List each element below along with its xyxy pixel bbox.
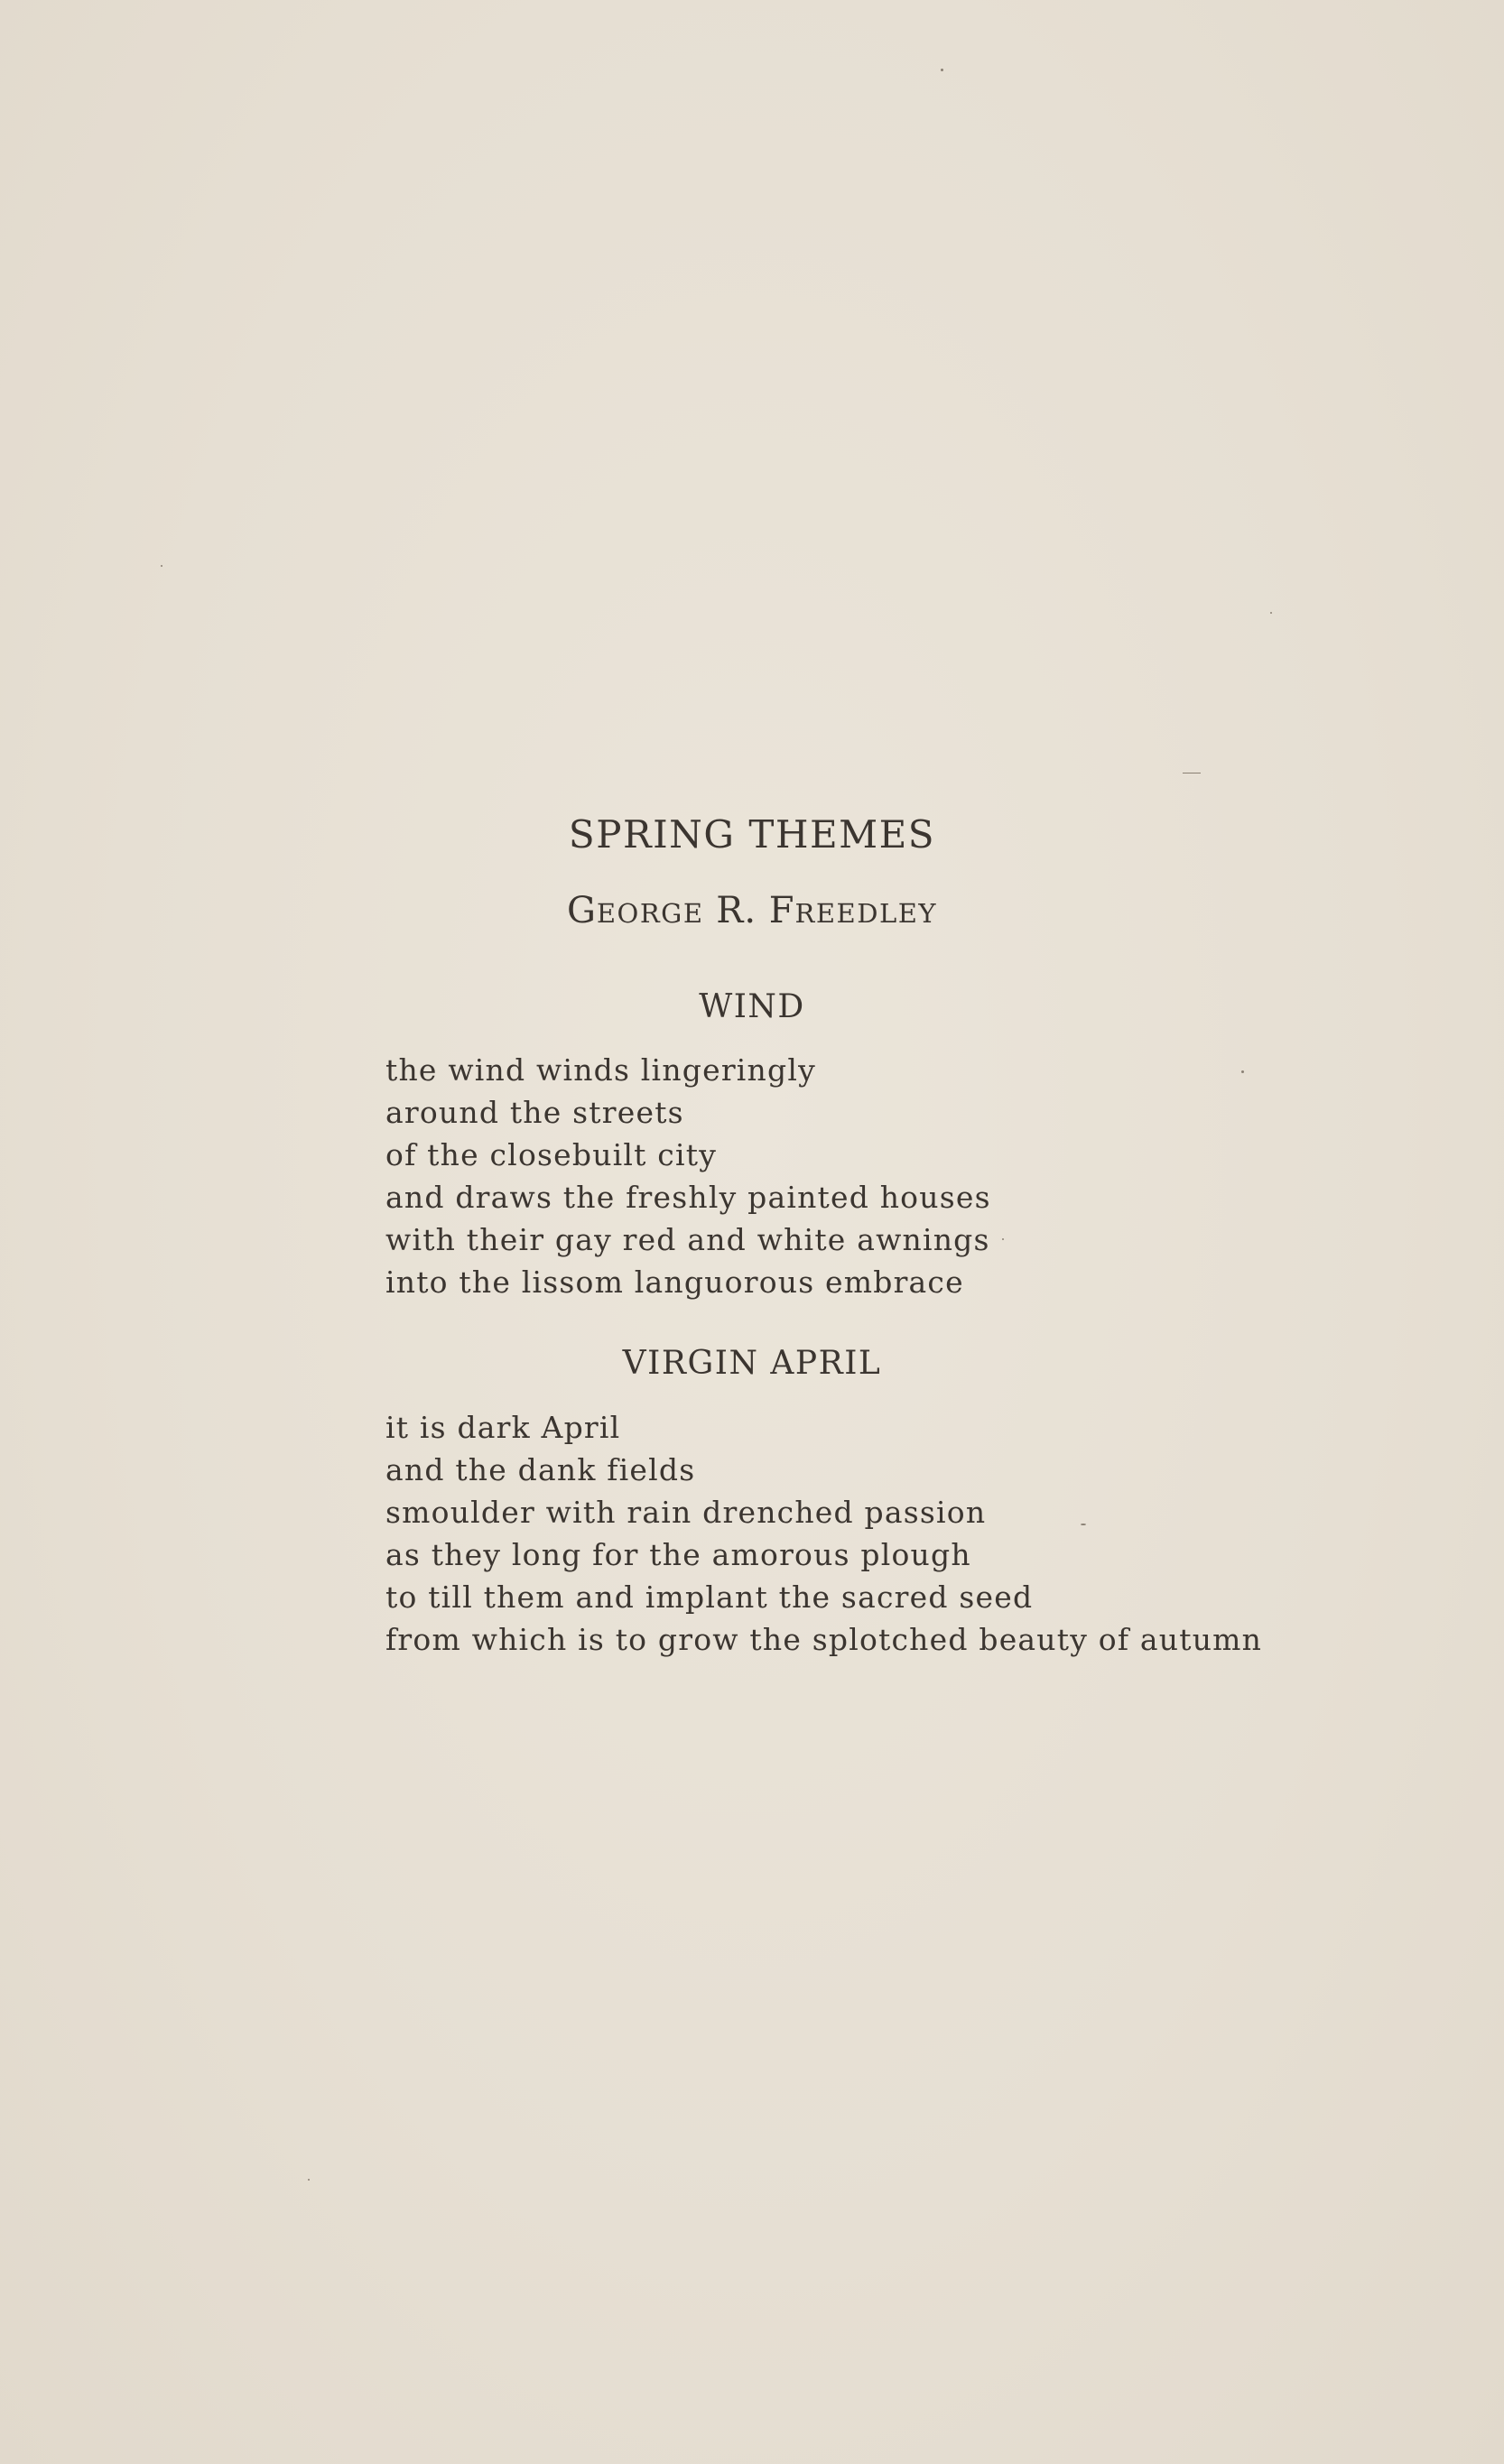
poem-line: the wind winds lingeringly bbox=[385, 1052, 816, 1088]
paper-speck bbox=[941, 69, 943, 71]
poem-line: smoulder with rain drenched passion bbox=[385, 1495, 987, 1530]
author-middle: R. bbox=[703, 890, 769, 931]
poem-line: and draws the freshly painted houses bbox=[385, 1180, 991, 1215]
author-last-rest: REEDLEY bbox=[794, 898, 938, 929]
author-first-initial: G bbox=[566, 890, 597, 931]
poem-line: to till them and implant the sacred seed bbox=[385, 1579, 1034, 1615]
paper-speck bbox=[1270, 612, 1272, 614]
poem-line: from which is to grow the splotched beauty of autumn bbox=[385, 1622, 1263, 1657]
author-last-initial: F bbox=[768, 890, 795, 931]
poem-line: of the closebuilt city bbox=[385, 1137, 718, 1172]
author-first-rest: EORGE bbox=[596, 898, 704, 929]
poem-body-virgin-april bbox=[385, 1406, 1262, 1661]
paper-speck bbox=[308, 2179, 310, 2181]
poem-line: as they long for the amorous plough bbox=[385, 1537, 971, 1572]
page-title: SPRING THEMES bbox=[568, 812, 936, 857]
paper-speck bbox=[161, 565, 162, 567]
poem-heading-virgin-april: VIRGIN APRIL bbox=[622, 1345, 882, 1382]
poem-line: and the dank fields bbox=[385, 1452, 696, 1487]
poem-line: it is dark April bbox=[385, 1410, 621, 1445]
paper-speck bbox=[1002, 1238, 1004, 1240]
poem-line: with their gay red and white awnings bbox=[385, 1222, 990, 1257]
poem-line: around the streets bbox=[385, 1095, 684, 1130]
poem-line: into the lissom languorous embrace bbox=[385, 1264, 964, 1300]
poem-body-wind bbox=[385, 1049, 991, 1303]
author-name bbox=[0, 890, 1504, 931]
poem-heading-wind: WIND bbox=[699, 988, 805, 1025]
paper-speck bbox=[1241, 1070, 1244, 1073]
